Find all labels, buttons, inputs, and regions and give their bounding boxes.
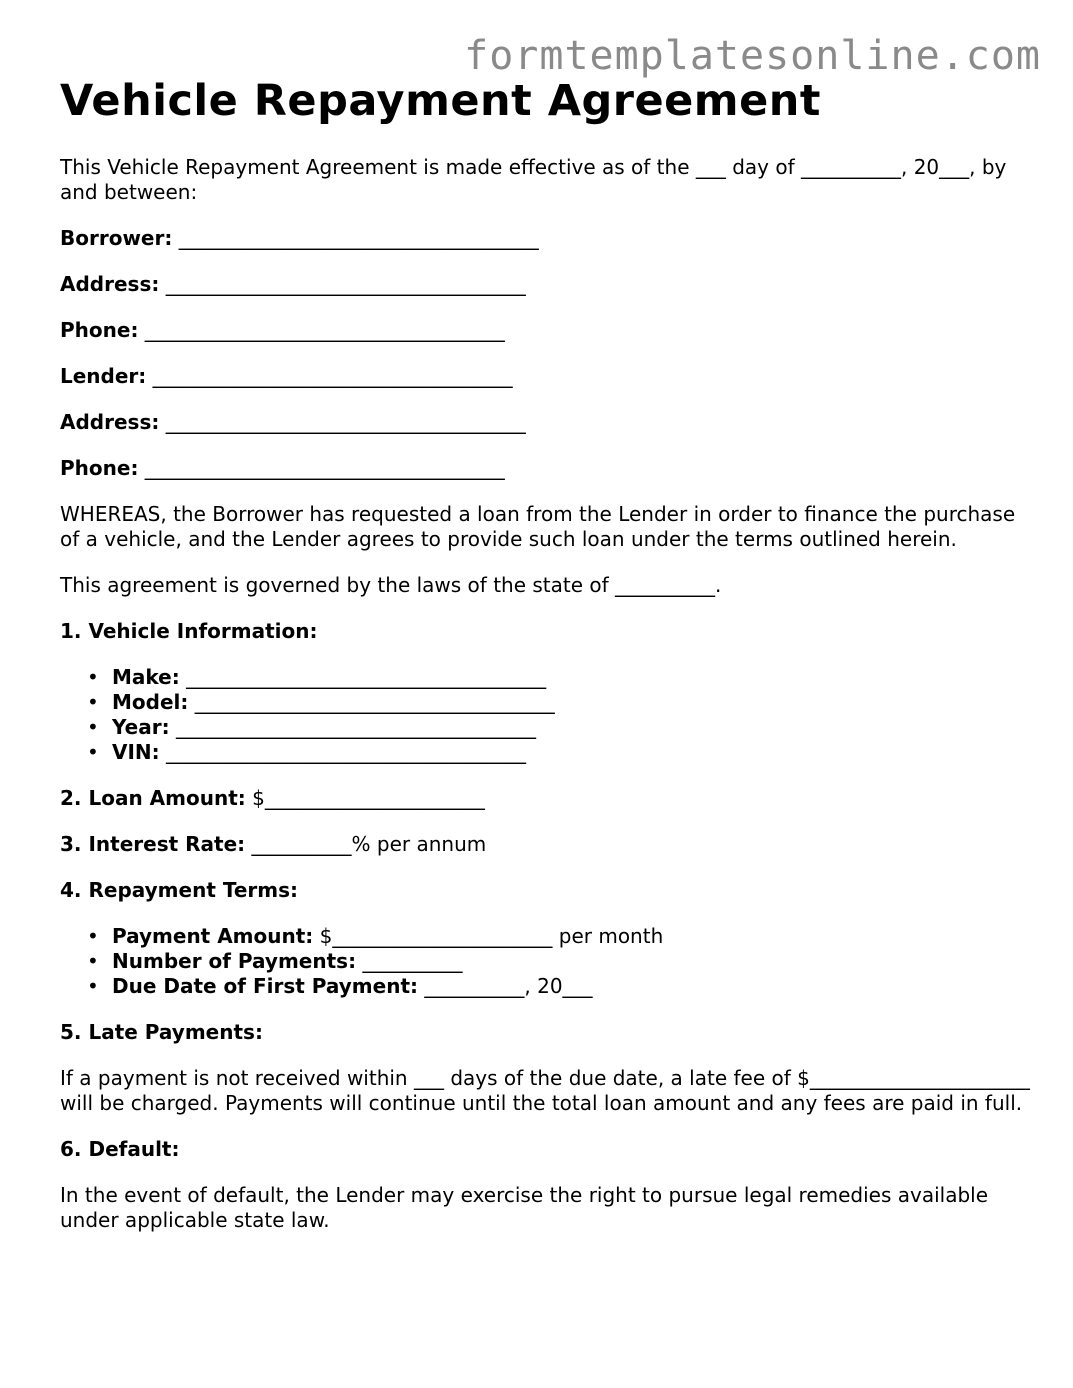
item-label: Number of Payments: [112, 949, 357, 973]
field-label: Address: [60, 272, 160, 296]
lender-field[interactable] [60, 364, 1040, 389]
document-title: Vehicle Repayment Agreement [60, 76, 821, 126]
field-label: Address: [60, 410, 160, 434]
field-label: Phone: [60, 456, 139, 480]
section-heading-late-payments: 5. Late Payments: [60, 1020, 263, 1044]
item-label: Payment Amount: [112, 924, 314, 948]
borrower-phone-field[interactable] [60, 318, 1040, 343]
document [60, 74, 1040, 1233]
item-blank[interactable]: __________ [362, 949, 463, 973]
item-blank[interactable]: $______________________ per month [319, 924, 664, 948]
list-item[interactable] [112, 715, 1040, 740]
field-blank[interactable]: ____________________________________ [165, 272, 526, 296]
intro-paragraph: This Vehicle Repayment Agreement is made effective as of the ___ day of __________, 20___, by and between: [60, 155, 1007, 204]
item-label: Due Date of First Payment: [112, 974, 419, 998]
list-item[interactable] [112, 949, 1040, 974]
interest-rate-field[interactable] [60, 832, 1040, 857]
field-label: Borrower: [60, 226, 173, 250]
item-label: Make: [112, 665, 180, 689]
late-payments-paragraph: If a payment is not received within ___ days of the due date, a late fee of $______________________ will be charged. Payments will continue until the total loan amount and any fees are paid in full. [60, 1066, 1030, 1115]
field-blank[interactable]: ____________________________________ [144, 456, 505, 480]
item-blank[interactable]: __________, 20___ [424, 974, 593, 998]
borrower-address-field[interactable] [60, 272, 1040, 297]
watermark: formtemplatesonline.com [464, 33, 1041, 79]
whereas-paragraph: WHEREAS, the Borrower has requested a loan from the Lender in order to finance the purchase of a vehicle, and the Lender agrees to provide such loan under the terms outlined herein. [60, 502, 1016, 551]
section-heading-repayment: 4. Repayment Terms: [60, 878, 298, 902]
vehicle-info-list [60, 665, 1040, 765]
field-label: 3. Interest Rate: [60, 832, 246, 856]
item-blank[interactable]: ____________________________________ [194, 690, 555, 714]
field-label: Phone: [60, 318, 139, 342]
borrower-field[interactable] [60, 226, 1040, 251]
governing-law-paragraph: This agreement is governed by the laws of the state of __________. [60, 573, 722, 597]
field-blank[interactable]: ____________________________________ [178, 226, 539, 250]
item-label: Year: [112, 715, 170, 739]
item-blank[interactable]: ____________________________________ [166, 740, 527, 764]
default-paragraph: In the event of default, the Lender may exercise the right to pursue legal remedies available under applicable state law. [60, 1183, 989, 1232]
field-blank[interactable]: $______________________ [252, 786, 485, 810]
lender-phone-field[interactable] [60, 456, 1040, 481]
field-blank[interactable]: ____________________________________ [144, 318, 505, 342]
item-label: VIN: [112, 740, 160, 764]
item-label: Model: [112, 690, 189, 714]
field-blank[interactable]: ____________________________________ [165, 410, 526, 434]
loan-amount-field[interactable] [60, 786, 1040, 811]
list-item[interactable] [112, 974, 1040, 999]
list-item[interactable] [112, 924, 1040, 949]
field-label: Lender: [60, 364, 147, 388]
repayment-terms-list [60, 924, 1040, 999]
list-item[interactable] [112, 740, 1040, 765]
section-heading-default: 6. Default: [60, 1137, 180, 1161]
section-heading-vehicle: 1. Vehicle Information: [60, 619, 318, 643]
item-blank[interactable]: ____________________________________ [175, 715, 536, 739]
lender-address-field[interactable] [60, 410, 1040, 435]
list-item[interactable] [112, 690, 1040, 715]
field-label: 2. Loan Amount: [60, 786, 246, 810]
field-blank[interactable]: __________% per annum [251, 832, 487, 856]
list-item[interactable] [112, 665, 1040, 690]
field-blank[interactable]: ____________________________________ [152, 364, 513, 388]
item-blank[interactable]: ____________________________________ [186, 665, 547, 689]
